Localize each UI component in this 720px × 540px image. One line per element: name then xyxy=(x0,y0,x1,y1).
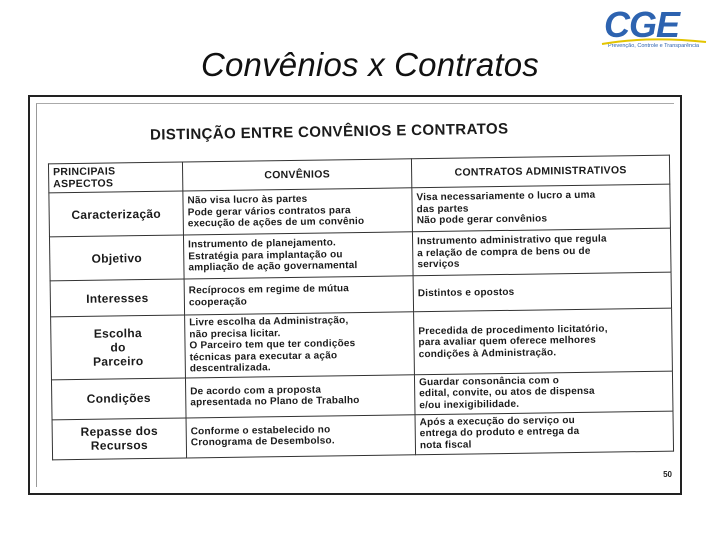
cell-convenios-line: execução de ações de um convênio xyxy=(187,216,365,230)
cell-convenios xyxy=(186,414,416,457)
cell-convenios-line: cooperação xyxy=(188,296,248,308)
cell-convenios-line: apresentada no Plano de Trabalho xyxy=(190,395,360,409)
watermark xyxy=(170,470,570,530)
cell-contratos-line: e/ou inexigibilidade. xyxy=(419,398,520,411)
cell-contratos xyxy=(415,411,674,455)
row-aspect-line: Objetivo xyxy=(91,250,143,266)
logo-swoosh-icon xyxy=(598,36,710,50)
cell-contratos-line: condições à Administração. xyxy=(418,346,557,360)
header-aspect-line: ASPECTOS xyxy=(53,177,114,191)
cell-convenios-line: Recíprocos em regime de mútua xyxy=(188,283,350,297)
cell-contratos-line: Visa necessariamente o lucro a uma xyxy=(416,189,596,204)
row-aspect-line: do xyxy=(110,340,126,355)
page-number: 50 xyxy=(663,470,672,479)
header-contratos: CONTRATOS ADMINISTRATIVOS xyxy=(411,155,669,188)
row-aspect-line: Caracterização xyxy=(71,206,162,222)
cell-contratos-line: Não pode gerar convênios xyxy=(416,213,548,227)
cell-contratos-line: a relação de compra de bens ou de xyxy=(417,245,591,259)
cell-convenios xyxy=(183,188,413,235)
row-aspect xyxy=(51,315,186,379)
cge-logo xyxy=(598,6,710,56)
row-aspect-line: Repasse dos xyxy=(80,423,158,439)
cell-convenios xyxy=(185,312,415,378)
cell-convenios-line: descentralizada. xyxy=(189,362,271,375)
table-body xyxy=(49,184,674,459)
row-aspect-line: Recursos xyxy=(90,437,149,453)
cell-convenios-line: técnicas para executar a ação xyxy=(189,349,338,363)
logo-letters: CGE xyxy=(604,4,680,45)
cell-contratos-line: para avaliar quem oferece melhores xyxy=(418,334,597,349)
cell-contratos-line: Precedida de procedimento licitatório, xyxy=(418,323,608,337)
cell-convenios-line: Pode gerar vários contratos para xyxy=(187,204,351,219)
table-row xyxy=(51,308,673,379)
scanned-document xyxy=(28,95,682,495)
row-aspect xyxy=(52,417,187,459)
cell-convenios xyxy=(185,374,415,417)
cell-contratos xyxy=(412,184,671,232)
cell-convenios-line: Livre escolha da Administração, xyxy=(189,315,349,329)
cell-convenios xyxy=(184,276,413,315)
cell-contratos-line: Distintos e opostos xyxy=(417,286,515,299)
cell-contratos-line: Instrumento administrativo que regula xyxy=(417,233,607,248)
row-aspect-line: Interesses xyxy=(86,290,149,306)
cell-contratos-line: Guardar consonância com o xyxy=(418,374,560,388)
cell-contratos-line: Após a execução do serviço ou xyxy=(419,414,575,428)
cell-convenios-line: ampliação de ação governamental xyxy=(188,260,358,274)
cell-contratos xyxy=(412,228,671,276)
header-aspect xyxy=(48,162,182,193)
cell-contratos-line: nota fiscal xyxy=(419,439,472,451)
table-row xyxy=(52,411,673,460)
cell-convenios-line: Instrumento de planejamento. xyxy=(188,237,337,251)
header-aspect-line: PRINCIPAIS xyxy=(53,165,116,179)
cell-convenios-line: De acordo com a proposta xyxy=(190,384,322,397)
cell-contratos xyxy=(413,272,671,312)
logo-tagline: Prevenção, Controle e Transparência xyxy=(608,43,700,49)
cell-contratos xyxy=(414,371,673,415)
cell-contratos-line: serviços xyxy=(417,258,460,271)
row-aspect xyxy=(49,235,184,281)
cell-convenios-line: Estratégia para implantação ou xyxy=(188,249,343,263)
row-aspect-line: Escolha xyxy=(93,325,142,341)
row-aspect xyxy=(50,279,184,317)
cell-convenios-line: O Parceiro tem que ter condições xyxy=(189,338,356,352)
row-aspect-line: Parceiro xyxy=(92,353,144,369)
document-title: DISTINÇÃO ENTRE CONVÊNIOS E CONTRATOS xyxy=(149,120,509,144)
header-convenios: CONVÊNIOS xyxy=(182,159,411,191)
row-aspect xyxy=(49,191,184,237)
cell-convenios-line: não precisa licitar. xyxy=(189,327,281,340)
cell-convenios xyxy=(183,232,413,279)
cell-convenios-line: Não visa lucro às partes xyxy=(187,193,308,207)
cell-contratos-line: das partes xyxy=(416,203,469,215)
slide-title: Convênios x Contratos xyxy=(200,46,540,83)
row-aspect-line: Condições xyxy=(86,390,151,406)
comparison-table xyxy=(48,155,674,460)
cell-contratos-line: edital, convite, ou atos de dispensa xyxy=(419,385,595,400)
cell-contratos-line: entrega do produto e entrega da xyxy=(419,426,580,440)
cell-contratos xyxy=(414,308,673,374)
cell-convenios-line: Cronograma de Desembolso. xyxy=(190,435,335,449)
cell-convenios-line: Conforme o estabelecido no xyxy=(190,423,331,437)
row-aspect xyxy=(51,377,186,419)
